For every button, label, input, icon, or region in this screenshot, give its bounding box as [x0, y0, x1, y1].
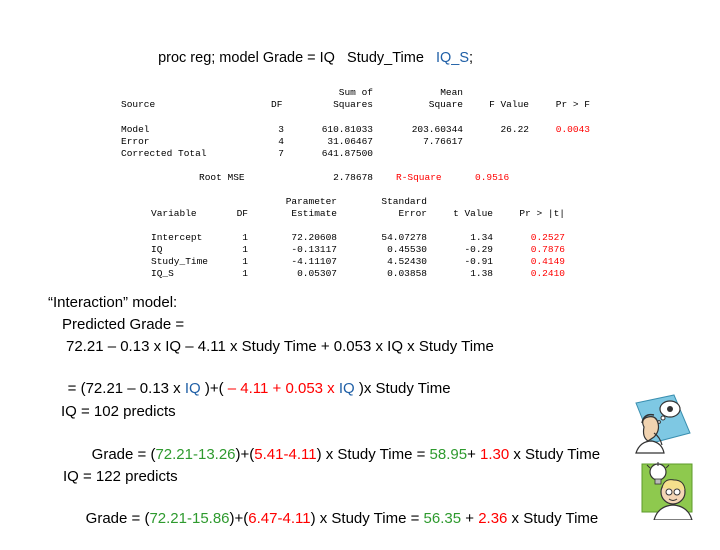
- model-equation: 72.21 – 0.13 x IQ – 4.11 x Study Time + 0.053 x IQ x Study Time: [66, 338, 494, 355]
- thinking-person-clipart-icon: [630, 393, 692, 455]
- param-df-iq: 1: [242, 244, 248, 255]
- sas-code-prefix: proc reg; model Grade = IQ Study_Time: [158, 50, 436, 66]
- anova-source-model: Model: [121, 124, 150, 135]
- param-t-study-time: -0.91: [464, 256, 493, 267]
- param-var-iq: IQ: [151, 244, 163, 255]
- root-mse-label: Root MSE: [199, 172, 245, 183]
- param-p-iq-s: 0.2410: [530, 268, 565, 279]
- anova-header-f: F Value: [489, 99, 529, 110]
- param-t-iq: -0.29: [464, 244, 493, 255]
- param-est-iq: -0.13117: [291, 244, 337, 255]
- sas-code-suffix: ;: [469, 50, 474, 66]
- sas-code-var: IQ_S: [435, 50, 470, 66]
- anova-p-model: 0.0043: [555, 124, 590, 135]
- model-heading: “Interaction” model:: [48, 294, 178, 311]
- anova-header-ss-1: Sum of: [338, 87, 373, 98]
- anova-header-source: Source: [121, 99, 156, 110]
- params-header-variable: Variable: [151, 208, 197, 219]
- anova-df-total: 7: [278, 148, 284, 159]
- example1-heading: IQ = 102 predicts: [61, 403, 176, 420]
- anova-ms-error: 7.76617: [423, 136, 463, 147]
- param-var-study-time: Study_Time: [151, 256, 209, 267]
- param-df-iq-s: 1: [242, 268, 248, 279]
- param-est-iq-s: 0.05307: [297, 268, 337, 279]
- params-header-df: DF: [236, 208, 248, 219]
- lightbulb-person-clipart-icon: [640, 458, 698, 520]
- anova-ss-model: 610.81033: [321, 124, 373, 135]
- params-header-t: t Value: [453, 208, 493, 219]
- params-header-est-2: Estimate: [291, 208, 337, 219]
- param-est-study-time: -4.11107: [291, 256, 337, 267]
- anova-header-p: Pr > F: [555, 99, 590, 110]
- anova-ss-total: 641.87500: [321, 148, 373, 159]
- anova-ms-model: 203.60344: [411, 124, 463, 135]
- param-df-study-time: 1: [242, 256, 248, 267]
- param-se-iq-s: 0.03858: [387, 268, 427, 279]
- example2-heading: IQ = 122 predicts: [63, 468, 178, 485]
- param-se-intercept: 54.07278: [381, 232, 427, 243]
- anova-ss-error: 31.06467: [327, 136, 373, 147]
- params-header-p: Pr > |t|: [519, 208, 565, 219]
- param-var-iq-s: IQ_S: [151, 268, 174, 279]
- param-t-intercept: 1.34: [470, 232, 493, 243]
- example1-equation: Grade = (72.21-13.26)+(5.41-4.11) x Study Time = 58.95+ 1.30 x Study Time: [91, 446, 601, 463]
- rsq-label: R-Square: [396, 172, 442, 183]
- example2-equation: Grade = (72.21-15.86)+(6.47-4.11) x Study Time = 56.35 + 2.36 x Study Time: [85, 510, 599, 527]
- param-df-intercept: 1: [242, 232, 248, 243]
- anova-df-model: 3: [278, 124, 284, 135]
- params-header-se-2: Error: [398, 208, 427, 219]
- param-t-iq-s: 1.38: [470, 268, 493, 279]
- param-p-intercept: 0.2527: [530, 232, 565, 243]
- sas-code-line: [150, 34, 473, 66]
- param-p-study-time: 0.4149: [530, 256, 565, 267]
- anova-header-ss-2: Squares: [333, 99, 373, 110]
- params-header-se-1: Standard: [381, 196, 427, 207]
- param-p-iq: 0.7876: [530, 244, 565, 255]
- rsq-value: 0.9516: [475, 172, 510, 183]
- anova-header-df: DF: [271, 99, 283, 110]
- anova-source-error: Error: [121, 136, 150, 147]
- param-var-intercept: Intercept: [151, 232, 203, 243]
- params-header-est-1: Parameter: [285, 196, 337, 207]
- anova-header-ms-1: Mean: [440, 87, 463, 98]
- param-se-study-time: 4.52430: [387, 256, 427, 267]
- model-factored-equation: = (72.21 – 0.13 x IQ )+( – 4.11 + 0.053 x IQ )x Study Time: [67, 380, 451, 397]
- anova-header-ms-2: Square: [428, 99, 463, 110]
- param-se-iq: 0.45530: [387, 244, 427, 255]
- anova-f-model: 26.22: [500, 124, 529, 135]
- model-predicted-grade: Predicted Grade =: [62, 316, 185, 333]
- param-est-intercept: 72.20608: [291, 232, 337, 243]
- root-mse-value: 2.78678: [333, 172, 373, 183]
- anova-source-total: Corrected Total: [121, 148, 207, 159]
- anova-df-error: 4: [278, 136, 284, 147]
